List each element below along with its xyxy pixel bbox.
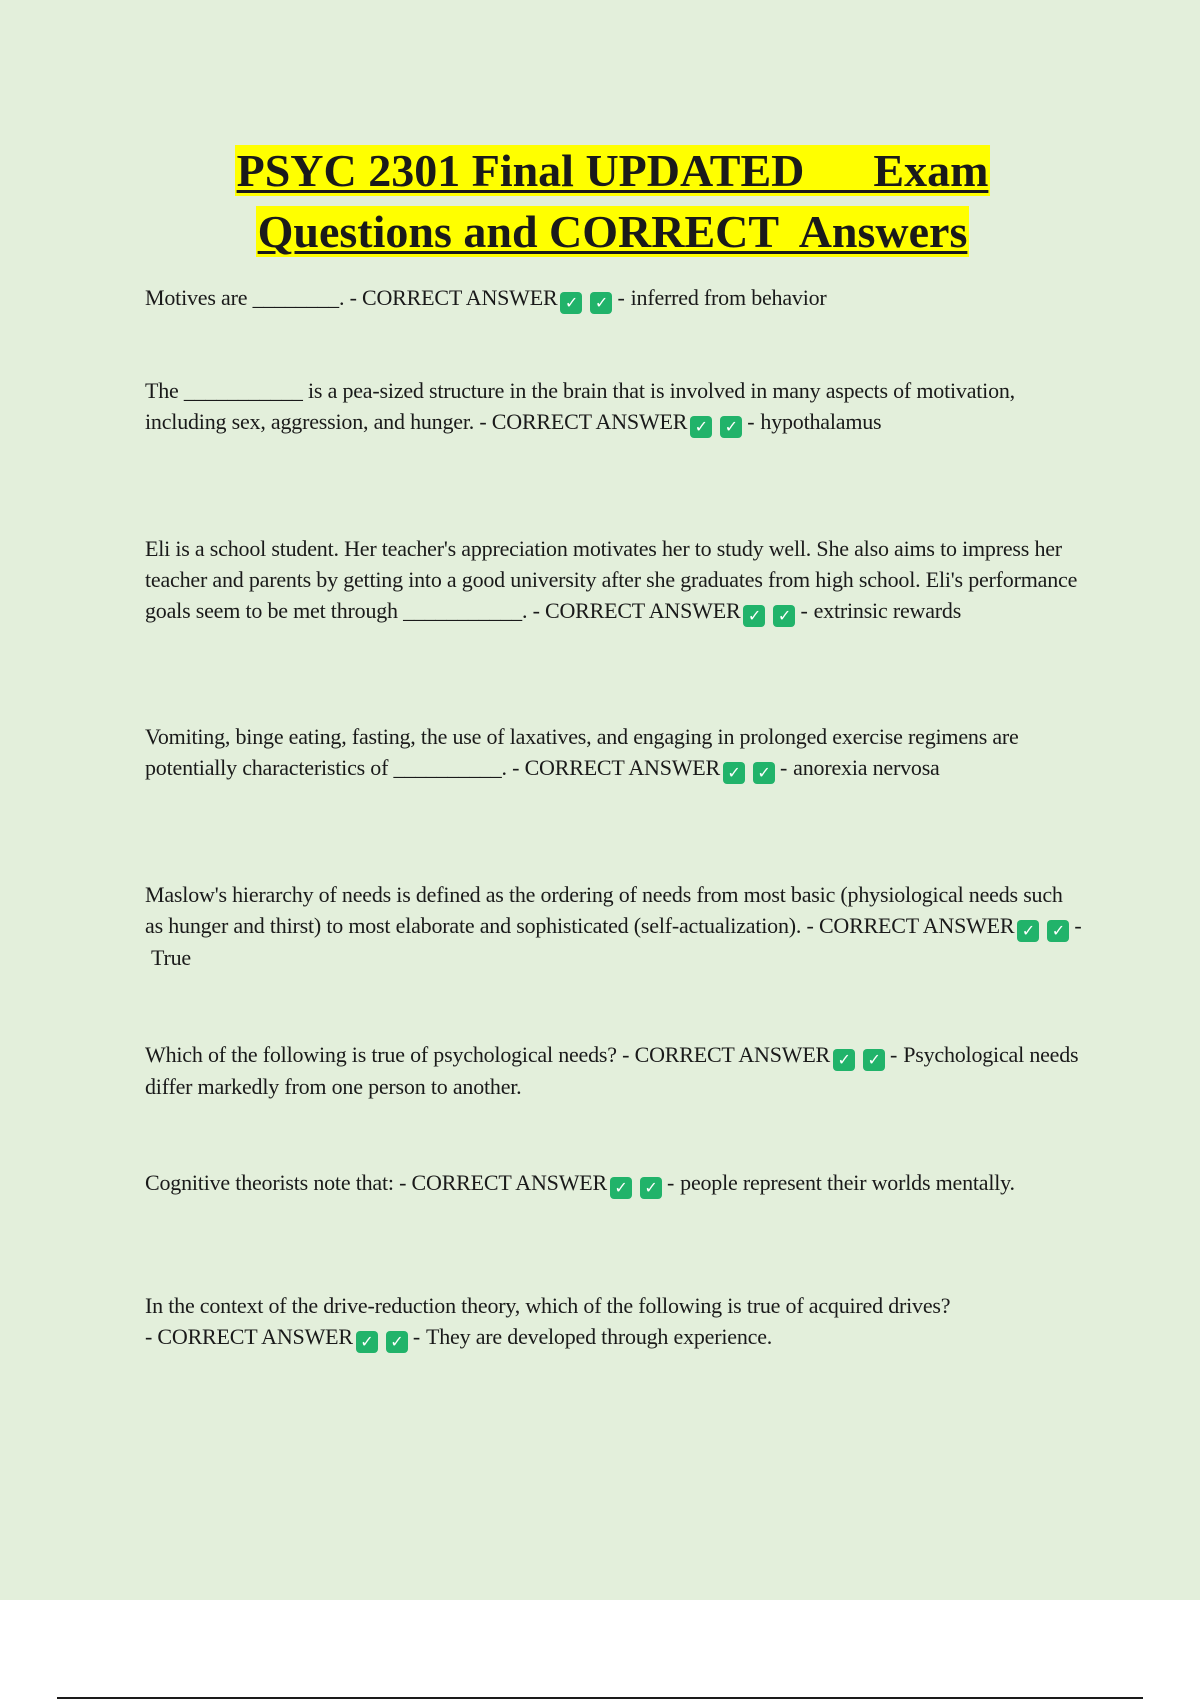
question-text: The ___________ is a pea-sized structure in the brain that is involved in many aspects of motivation, including sex, aggression, and hunger. bbox=[145, 378, 1015, 434]
answer-text: anorexia nervosa bbox=[793, 755, 940, 780]
correct-answer-label: - CORRECT ANSWER bbox=[806, 913, 1015, 938]
check-icon bbox=[356, 1331, 378, 1353]
check-icon bbox=[690, 416, 712, 438]
qa-item: Maslow's hierarchy of needs is defined as the ordering of needs from most basic (physiological needs such as hunger and thirst) to most elaborate and sophisticated (self-actualization). - CORRECT ANSWER✓✓ -True bbox=[145, 879, 1085, 973]
correct-answer-label: - CORRECT ANSWER bbox=[479, 409, 688, 434]
footer-divider bbox=[57, 1697, 1143, 1699]
correct-answer-label: - CORRECT ANSWER bbox=[512, 755, 721, 780]
document-title bbox=[145, 140, 1080, 262]
qa-item: Cognitive theorists note that: - CORRECT ANSWER✓✓ - people represent their worlds mentally. bbox=[145, 1167, 1085, 1199]
correct-answer-label: - CORRECT ANSWER bbox=[622, 1042, 831, 1067]
qa-item: Which of the following is true of psychological needs? - CORRECT ANSWER✓✓ - Psychological needs differ markedly from one person to another. bbox=[145, 1039, 1085, 1102]
question-text: Vomiting, binge eating, fasting, the use of laxatives, and engaging in prolonged exercise regimens are potentially characteristics of __________. bbox=[145, 724, 1019, 780]
correct-answer-label: - CORRECT ANSWER bbox=[399, 1170, 607, 1195]
correct-answer-label: - CORRECT ANSWER bbox=[349, 285, 558, 310]
check-icon bbox=[863, 1049, 885, 1071]
correct-answer-label: - CORRECT ANSWER bbox=[532, 598, 741, 623]
qa-item: The ___________ is a pea-sized structure in the brain that is involved in many aspects of motivation, including sex, aggression, and hunger. - CORRECT ANSWER✓✓ - hypothalamus bbox=[145, 375, 1085, 438]
check-icon bbox=[723, 762, 745, 784]
answer-text: people represent their worlds mentally. bbox=[680, 1170, 1015, 1195]
check-icon bbox=[610, 1177, 632, 1199]
question-text: Cognitive theorists note that: bbox=[145, 1170, 394, 1195]
check-icon bbox=[753, 762, 775, 784]
question-text: Eli is a school student. Her teacher's appreciation motivates her to study well. She also aims to impress her teacher and parents by getting into a good university after she graduates from high school. Eli's performance goals seem to be met through ___________. bbox=[145, 536, 1078, 623]
question-text: Motives are ________. bbox=[145, 285, 345, 310]
answer-text: hypothalamus bbox=[760, 409, 882, 434]
question-text: In the context of the drive-reduction theory, which of the following is true of acquired drives? bbox=[145, 1293, 951, 1318]
check-icon bbox=[1047, 920, 1069, 942]
answer-text: They are developed through experience. bbox=[426, 1324, 773, 1349]
answer-text: True bbox=[151, 945, 191, 970]
question-text: Maslow's hierarchy of needs is defined as the ordering of needs from most basic (physiological needs such as hunger and thirst) to most elaborate and sophisticated (self-actualization). bbox=[145, 882, 1063, 938]
qa-item: Eli is a school student. Her teacher's appreciation motivates her to study well. She also aims to impress her teacher and parents by getting into a good university after she graduates from high school. Eli's performance goals seem to be met through ___________. - CORRECT ANSWER✓✓ - extrinsic rewards bbox=[145, 533, 1085, 627]
check-icon bbox=[773, 605, 795, 627]
title-line-1: PSYC 2301 Final UPDATED Exam bbox=[236, 145, 989, 196]
qa-item: In the context of the drive-reduction theory, which of the following is true of acquired drives? - CORRECT ANSWER✓✓ - They are developed through experience. bbox=[145, 1290, 1085, 1353]
qa-item: Motives are ________. - CORRECT ANSWER✓✓ - inferred from behavior bbox=[145, 282, 1085, 314]
answer-text: Psychological needs differ markedly from one person to another. bbox=[145, 1042, 1079, 1099]
check-icon bbox=[560, 292, 582, 314]
check-icon bbox=[386, 1331, 408, 1353]
check-icon bbox=[590, 292, 612, 314]
check-icon bbox=[1017, 920, 1039, 942]
qa-item: Vomiting, binge eating, fasting, the use of laxatives, and engaging in prolonged exercise regimens are potentially characteristics of __________. - CORRECT ANSWER✓✓ - anorexia nervosa bbox=[145, 721, 1085, 784]
question-text: Which of the following is true of psychological needs? bbox=[145, 1042, 617, 1067]
correct-answer-label: - CORRECT ANSWER bbox=[145, 1324, 353, 1349]
check-icon bbox=[833, 1049, 855, 1071]
check-icon bbox=[720, 416, 742, 438]
check-icon bbox=[640, 1177, 662, 1199]
answer-text: extrinsic rewards bbox=[813, 598, 962, 623]
answer-text: inferred from behavior bbox=[630, 285, 827, 310]
title-line-2: Questions and CORRECT Answers bbox=[257, 206, 968, 257]
check-icon bbox=[743, 605, 765, 627]
